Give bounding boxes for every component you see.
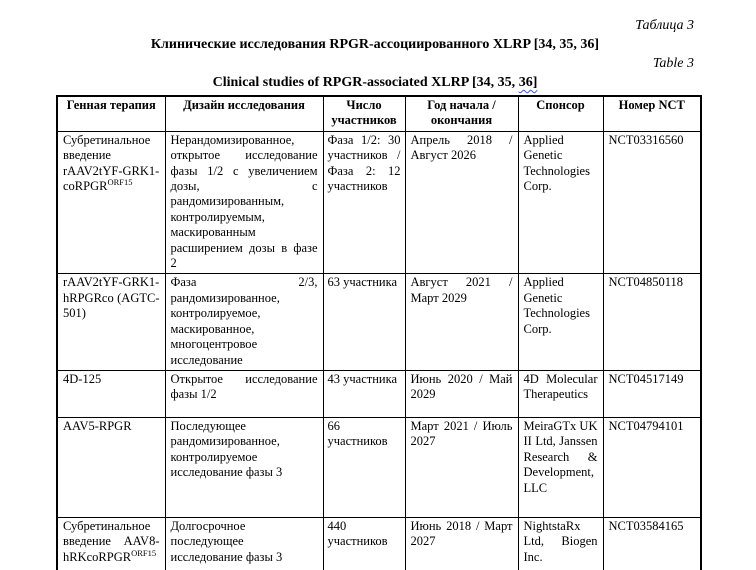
cell-nct-number: NCT04794101 [603,417,701,517]
table-label-en: Table 3 [652,56,694,71]
col-header-sponsor: Спонсор [518,96,603,131]
clinical-studies-table [56,95,702,570]
cell-participants: 43 участника [323,370,405,417]
cell-participants: 440 участников [323,517,405,570]
table-captions [56,16,694,92]
cell-nct-number: NCT03584165 [603,517,701,570]
table-row [57,370,701,417]
title-en-text: Clinical studies of RPGR-associated XLRP [34, 35, [212,75,519,90]
cell-participants: 63 участника [323,274,405,370]
table-row [57,517,701,570]
table-label-ru: Таблица 3 [635,18,694,33]
table-row [57,417,701,517]
table-row [57,131,701,274]
cell-dates: Март 2021 / Июль 2027 [405,417,518,517]
col-header-start-end-year: Год начала / окончания [405,96,518,131]
title-en-spellcheck-underline: 36] [518,75,538,90]
col-header-nct-number: Номер NCT [603,96,701,131]
cell-sponsor: Applied Genetic Technologies Corp. [518,274,603,370]
cell-dates: Апрель 2018 / Август 2026 [405,131,518,274]
cell-dates: Июнь 2018 / Март 2027 [405,517,518,570]
cell-dates: Июнь 2020 / Май 2029 [405,370,518,417]
cell-sponsor: 4D Molecular Therapeutics [518,370,603,417]
cell-study-design: Нерандомизированное, открытое исследование фазы 1/2 с увеличением дозы, с рандомизированным, контролируемым, маскированным расширением дозы в фазе 2 [165,131,323,274]
cell-sponsor: Applied Genetic Technologies Corp. [518,131,603,274]
table-title-ru: Клинические исследования RPGR-ассоциированного XLRP [34, 35, 36] [150,37,600,52]
therapy-name: Субретинальное введение AAV8-hRKcoRPGR [63,518,160,564]
cell-nct-number: NCT04850118 [603,274,701,370]
col-header-study-design: Дизайн исследования [165,96,323,131]
therapy-name: Субретинальное введение rAAV2tYF-GRK1-coRPGR [63,132,160,194]
orf15-superscript: ORF15 [131,547,157,558]
table-row [57,274,701,370]
cell-study-design: Фаза 2/3, рандомизированное, контролируемое, маскированное, многоцентровое исследование [165,274,323,370]
cell-gene-therapy: AAV5-RPGR [57,417,165,517]
cell-participants: Фаза 1/2: 30 участников / Фаза 2: 12 участников [323,131,405,274]
cell-gene-therapy [57,517,165,570]
cell-dates: Август 2021 / Март 2029 [405,274,518,370]
cell-gene-therapy: 4D-125 [57,370,165,417]
cell-nct-number: NCT03316560 [603,131,701,274]
col-header-participants: Число участников [323,96,405,131]
cell-gene-therapy: rAAV2tYF-GRK1-hRPGRco (AGTC-501) [57,274,165,370]
cell-study-design: Долгосрочное последующее исследование фазы 3 [165,517,323,570]
cell-sponsor: MeiraGTx UK II Ltd, Janssen Research & Development, LLC [518,417,603,517]
cell-gene-therapy [57,131,165,274]
cell-nct-number: NCT04517149 [603,370,701,417]
cell-participants: 66 участников [323,417,405,517]
table-header-row [57,96,701,131]
orf15-superscript: ORF15 [107,176,133,187]
table-title-en [56,73,694,92]
col-header-gene-therapy: Генная терапия [57,96,165,131]
cell-study-design: Последующее рандомизированное, контролируемое исследование фазы 3 [165,417,323,517]
cell-study-design: Открытое исследование фазы 1/2 [165,370,323,417]
cell-sponsor: NightstaRx Ltd, Biogen Inc. [518,517,603,570]
